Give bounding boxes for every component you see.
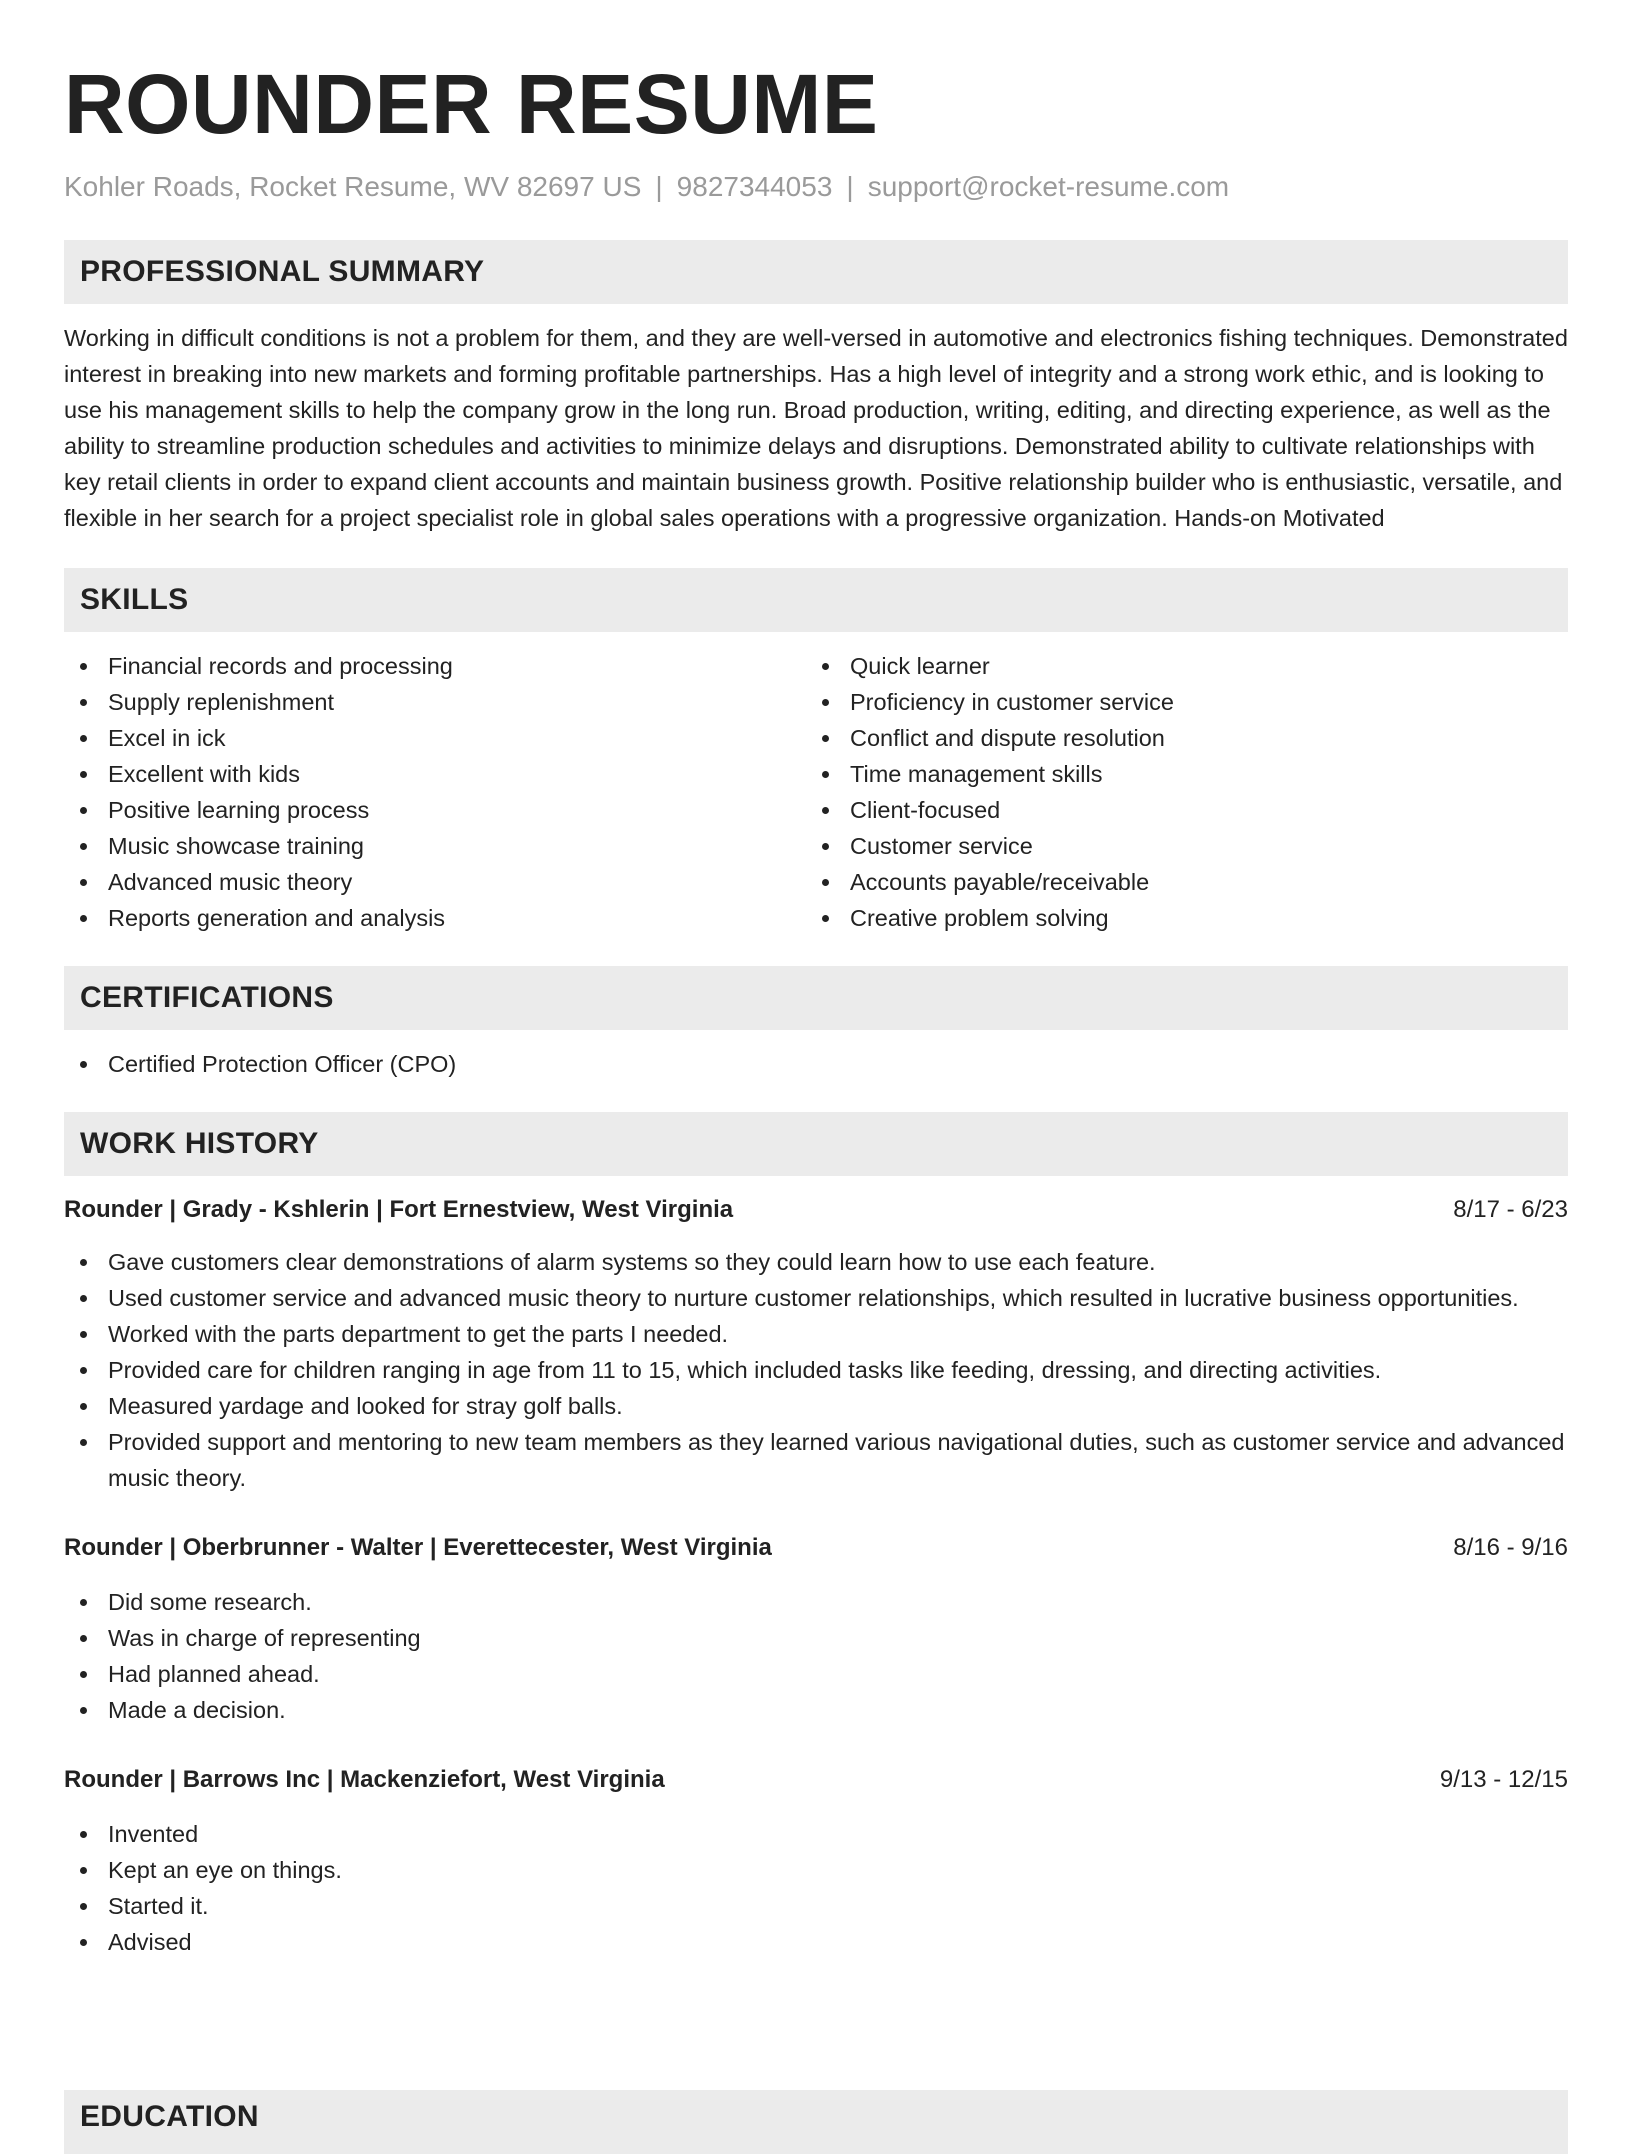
skill-item: Reports generation and analysis	[64, 900, 806, 936]
section-header-certifications: CERTIFICATIONS	[64, 966, 1568, 1030]
skill-item: Financial records and processing	[64, 648, 806, 684]
skill-item: Client-focused	[806, 792, 1548, 828]
skill-item: Creative problem solving	[806, 900, 1548, 936]
resume-name: ROUNDER RESUME	[64, 57, 879, 151]
section-header-work-history: WORK HISTORY	[64, 1112, 1568, 1176]
skill-item: Supply replenishment	[64, 684, 806, 720]
contact-address: Kohler Roads, Rocket Resume, WV 82697 US	[64, 171, 642, 202]
job-bullet: Measured yardage and looked for stray golf balls.	[64, 1388, 1568, 1424]
job-heading	[64, 1530, 1568, 1566]
section-header-skills: SKILLS	[64, 568, 1568, 632]
contact-phone: 9827344053	[676, 171, 833, 202]
job-bullet: Kept an eye on things.	[64, 1852, 1568, 1888]
job-title: Rounder | Oberbrunner - Walter | Everettecester, West Virginia	[64, 1534, 772, 1561]
job-bullet: Did some research.	[64, 1584, 1568, 1620]
job-heading	[64, 1762, 1568, 1798]
job-dates: 8/16 - 9/16	[1453, 1534, 1568, 1561]
skill-item: Time management skills	[806, 756, 1548, 792]
job-bullets	[64, 1816, 1568, 1960]
job-title: Rounder | Barrows Inc | Mackenziefort, West Virginia	[64, 1766, 665, 1793]
job-bullet: Worked with the parts department to get the parts I needed.	[64, 1316, 1568, 1352]
certifications-list	[64, 1046, 1568, 1082]
job-bullet: Was in charge of representing	[64, 1620, 1568, 1656]
job-dates: 8/17 - 6/23	[1453, 1196, 1568, 1223]
section-header-education: EDUCATION	[64, 2090, 1568, 2154]
job-entry	[64, 1192, 1568, 1496]
section-header-summary: PROFESSIONAL SUMMARY	[64, 240, 1568, 304]
certification-item: Certified Protection Officer (CPO)	[64, 1046, 1568, 1082]
contact-email: support@rocket-resume.com	[867, 171, 1230, 202]
job-bullets	[64, 1584, 1568, 1728]
job-dates: 9/13 - 12/15	[1439, 1766, 1568, 1793]
skill-item: Positive learning process	[64, 792, 806, 828]
skill-item: Conflict and dispute resolution	[806, 720, 1548, 756]
job-heading	[64, 1192, 1568, 1228]
job-bullet: Provided care for children ranging in age from 11 to 15, which included tasks like feeding, dressing, and directing activities.	[64, 1352, 1568, 1388]
job-bullet: Provided support and mentoring to new team members as they learned various navigational duties, such as customer service and advanced music theory.	[64, 1424, 1568, 1496]
skill-item: Customer service	[806, 828, 1548, 864]
job-bullet: Gave customers clear demonstrations of alarm systems so they could learn how to use each feature.	[64, 1244, 1568, 1280]
skills-column-left	[64, 648, 806, 936]
skill-item: Music showcase training	[64, 828, 806, 864]
skills-list-left	[64, 648, 806, 936]
skill-item: Accounts payable/receivable	[806, 864, 1548, 900]
skills-list-right	[806, 648, 1548, 936]
skills-grid	[64, 648, 1568, 936]
job-bullet: Invented	[64, 1816, 1568, 1852]
skill-item: Quick learner	[806, 648, 1548, 684]
skill-item: Excellent with kids	[64, 756, 806, 792]
skill-item: Advanced music theory	[64, 864, 806, 900]
job-bullet: Used customer service and advanced music theory to nurture customer relationships, which resulted in lucrative business opportunities.	[64, 1280, 1568, 1316]
job-bullet: Had planned ahead.	[64, 1656, 1568, 1692]
skill-item: Proficiency in customer service	[806, 684, 1548, 720]
contact-separator: |	[846, 171, 854, 202]
summary-text: Working in difficult conditions is not a problem for them, and they are well-versed in automotive and electronics fishing techniques. Demonstrated interest in breaking into new markets and forming profitable partnerships. Has a high level of integrity and a strong work ethic, and is looking to use his management skills to help the company grow in the long run. Broad production, writing, editing, and directing experience, as well as the ability to streamline production schedules and activities to minimize delays and disruptions. Demonstrated ability to cultivate relationships with key retail clients in order to expand client accounts and maintain business growth. Positive relationship builder who is enthusiastic, versatile, and flexible in her search for a project specialist role in global sales operations with a progressive organization. Hands-on Motivated	[64, 325, 1568, 531]
skills-column-right	[806, 648, 1548, 936]
skill-item: Excel in ick	[64, 720, 806, 756]
job-bullets	[64, 1244, 1568, 1496]
contact-separator: |	[655, 171, 663, 202]
job-title: Rounder | Grady - Kshlerin | Fort Ernestview, West Virginia	[64, 1196, 734, 1223]
contact-line	[64, 170, 1568, 204]
job-bullet: Made a decision.	[64, 1692, 1568, 1728]
job-entry	[64, 1530, 1568, 1728]
job-bullet: Advised	[64, 1924, 1568, 1960]
job-bullet: Started it.	[64, 1888, 1568, 1924]
job-entry	[64, 1762, 1568, 1960]
